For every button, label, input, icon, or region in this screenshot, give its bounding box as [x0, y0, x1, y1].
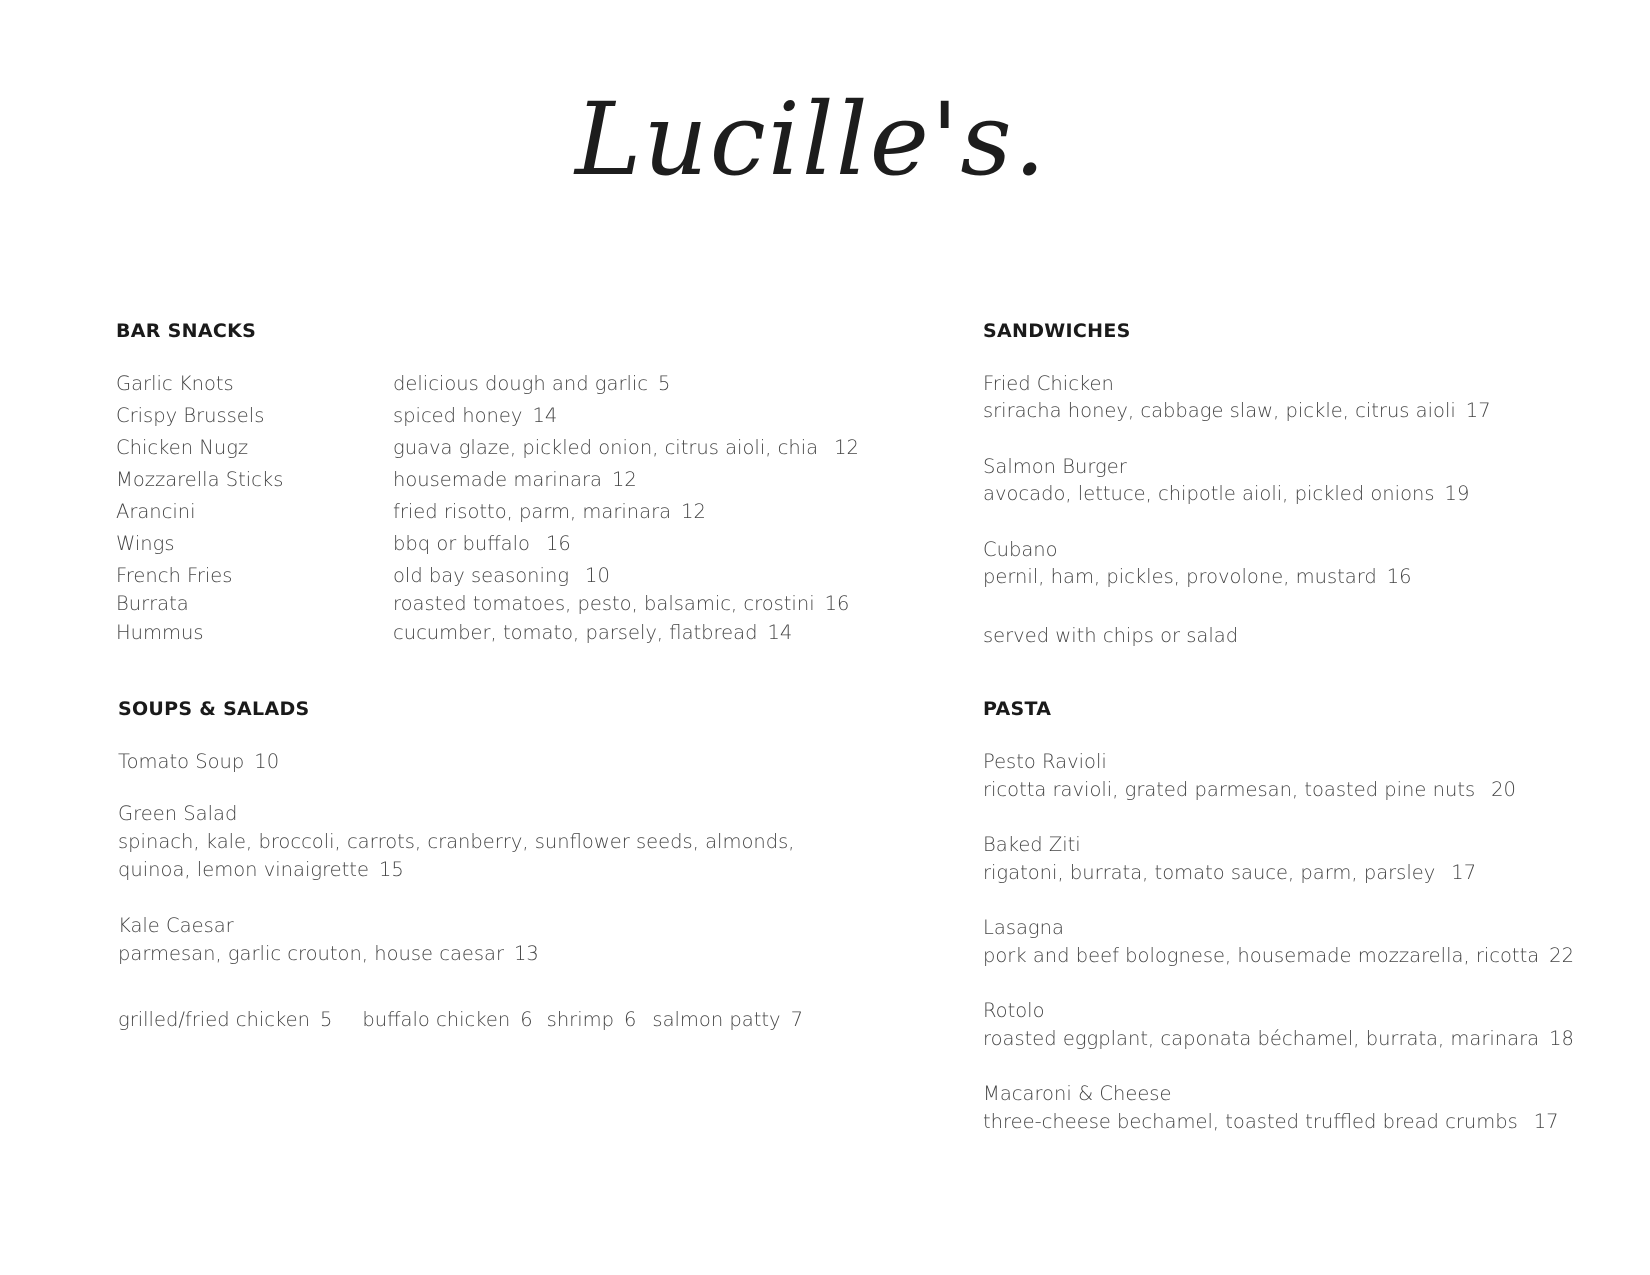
- protein-addons: [118, 1008, 803, 1031]
- item-name: Rotolo: [983, 999, 1045, 1022]
- item-description: [983, 861, 1476, 884]
- restaurant-logo: [575, 55, 1048, 225]
- item-price: 16: [824, 592, 850, 615]
- item-price: 17: [1465, 399, 1491, 423]
- addon-name: salmon patty: [652, 1008, 781, 1031]
- item-price: 20: [1491, 778, 1516, 802]
- item-price: 17: [1533, 1110, 1559, 1134]
- item-desc-text: quinoa, lemon vinaigrette: [118, 857, 369, 881]
- item-price: 5: [658, 372, 671, 395]
- item-description: [983, 565, 1412, 588]
- menu-item-green-salad: [118, 802, 794, 881]
- menu-item-pasta: [983, 833, 1476, 885]
- item-description: [393, 500, 706, 523]
- item-desc-text: delicious dough and garlic: [393, 372, 649, 395]
- menu-item-sandwich: [983, 538, 1412, 589]
- item-desc-text: housemade marinara: [393, 468, 602, 491]
- item-description: [393, 372, 670, 395]
- item-desc-text: fried risotto, parm, marinara: [393, 500, 672, 523]
- item-description: [118, 858, 794, 881]
- item-description: [983, 1110, 1559, 1133]
- item-name: Fried Chicken: [983, 372, 1114, 395]
- item-desc-text: bbq or buffalo: [393, 532, 530, 555]
- item-desc-text: spiced honey: [393, 404, 523, 427]
- addon-price: 6: [623, 1008, 637, 1031]
- addon-name: buffalo chicken: [362, 1008, 511, 1031]
- addon-item: [652, 1008, 803, 1031]
- item-price: 17: [1451, 861, 1477, 885]
- bar-snacks-heading: BAR SNACKS: [116, 320, 257, 342]
- item-price: 19: [1444, 482, 1470, 506]
- item-desc-text: pork and beef bolognese, housemade mozzarella, ricotta: [983, 944, 1540, 968]
- item-desc-text: three-cheese bechamel, toasted truffled bread crumbs: [983, 1110, 1518, 1134]
- item-desc-text: avocado, lettuce, chipotle aioli, pickled onions: [983, 482, 1435, 506]
- item-name: Salmon Burger: [983, 455, 1127, 478]
- menu-item-pasta: [983, 750, 1516, 802]
- item-price: 16: [545, 532, 571, 555]
- item-desc-text: parmesan, garlic crouton, house caesar: [118, 942, 505, 966]
- item-description: [983, 482, 1469, 505]
- item-desc-text: roasted eggplant, caponata béchamel, burrata, marinara: [983, 1027, 1540, 1051]
- item-name: Macaroni & Cheese: [983, 1082, 1172, 1105]
- item-name: Crispy Brussels: [116, 404, 265, 427]
- item-description: [393, 468, 637, 491]
- item-price: 12: [834, 436, 859, 459]
- item-desc-text: ricotta ravioli, grated parmesan, toasted pine nuts: [983, 778, 1476, 802]
- item-description: [983, 1027, 1574, 1050]
- item-name: Chicken Nugz: [116, 436, 249, 459]
- item-name: French Fries: [116, 564, 233, 587]
- addon-price: 5: [319, 1008, 333, 1031]
- item-description: [983, 778, 1516, 801]
- soups-salads-heading: SOUPS & SALADS: [118, 698, 310, 720]
- item-price: 18: [1549, 1027, 1574, 1051]
- item-price: 10: [585, 564, 610, 587]
- menu-item-kale-caesar: [118, 914, 539, 966]
- item-desc-text: guava glaze, pickled onion, citrus aioli, chia: [393, 436, 819, 459]
- item-price: 13: [514, 942, 539, 966]
- item-description: [983, 399, 1491, 422]
- item-desc-text: rigatoni, burrata, tomato sauce, parm, parsley: [983, 861, 1436, 885]
- item-desc-text: roasted tomatoes, pesto, balsamic, crostini: [393, 592, 815, 615]
- menu-item-sandwich: [983, 455, 1469, 506]
- item-price: 14: [532, 404, 558, 427]
- item-price: 22: [1549, 944, 1574, 968]
- item-name: Kale Caesar: [118, 914, 234, 937]
- item-name: Wings: [116, 532, 175, 555]
- menu-item-pasta: [983, 916, 1574, 968]
- item-description: [393, 436, 859, 459]
- addon-price: 6: [520, 1008, 533, 1031]
- item-name: Cubano: [983, 538, 1058, 561]
- menu-item-sandwich: [983, 372, 1491, 423]
- item-price: 15: [378, 857, 404, 881]
- item-price: 14: [767, 621, 793, 644]
- item-name: Pesto Ravioli: [983, 750, 1107, 773]
- menu-item-pasta: [983, 999, 1574, 1051]
- menu-item-pasta: [983, 1082, 1559, 1134]
- item-price: 12: [681, 500, 706, 523]
- item-desc-text: spinach, kale, broccoli, carrots, cranberry, sunflower seeds, almonds,: [118, 830, 795, 854]
- item-name: Green Salad: [118, 802, 238, 825]
- sandwiches-note: served with chips or salad: [983, 624, 1239, 647]
- item-price: 16: [1386, 565, 1412, 589]
- addon-item: [547, 1008, 637, 1031]
- item-price: 10: [254, 750, 280, 773]
- logo-text: Lucille's.: [575, 81, 1048, 198]
- item-name: Burrata: [116, 592, 189, 615]
- menu-item-tomato-soup: [118, 750, 279, 773]
- addon-price: 7: [790, 1008, 803, 1031]
- item-description: [983, 944, 1574, 967]
- item-description: [393, 564, 610, 587]
- item-desc-text: old bay seasoning: [393, 564, 570, 587]
- addon-item: [118, 1008, 332, 1031]
- item-description: [393, 592, 849, 615]
- item-desc-text: pernil, ham, pickles, provolone, mustard: [983, 565, 1377, 589]
- item-name: Garlic Knots: [116, 372, 234, 395]
- item-desc-text: sriracha honey, cabbage slaw, pickle, citrus aioli: [983, 399, 1456, 423]
- sandwiches-heading: SANDWICHES: [983, 320, 1131, 342]
- item-name: Lasagna: [983, 916, 1064, 939]
- item-name: Mozzarella Sticks: [116, 468, 284, 491]
- item-price: 12: [611, 468, 637, 491]
- item-desc-text: cucumber, tomato, parsely, flatbread: [393, 621, 758, 644]
- addon-item: [362, 1008, 532, 1031]
- addon-name: grilled/fried chicken: [118, 1008, 310, 1031]
- pasta-heading: PASTA: [983, 698, 1052, 720]
- item-description: [393, 532, 571, 555]
- addon-name: shrimp: [546, 1008, 614, 1031]
- item-name: Baked Ziti: [983, 833, 1081, 856]
- item-name: Arancini: [116, 500, 196, 523]
- item-name: Hummus: [116, 621, 204, 644]
- item-name: Tomato Soup: [118, 750, 245, 773]
- item-description: [393, 621, 792, 644]
- item-description: [393, 404, 557, 427]
- item-description: [118, 942, 539, 965]
